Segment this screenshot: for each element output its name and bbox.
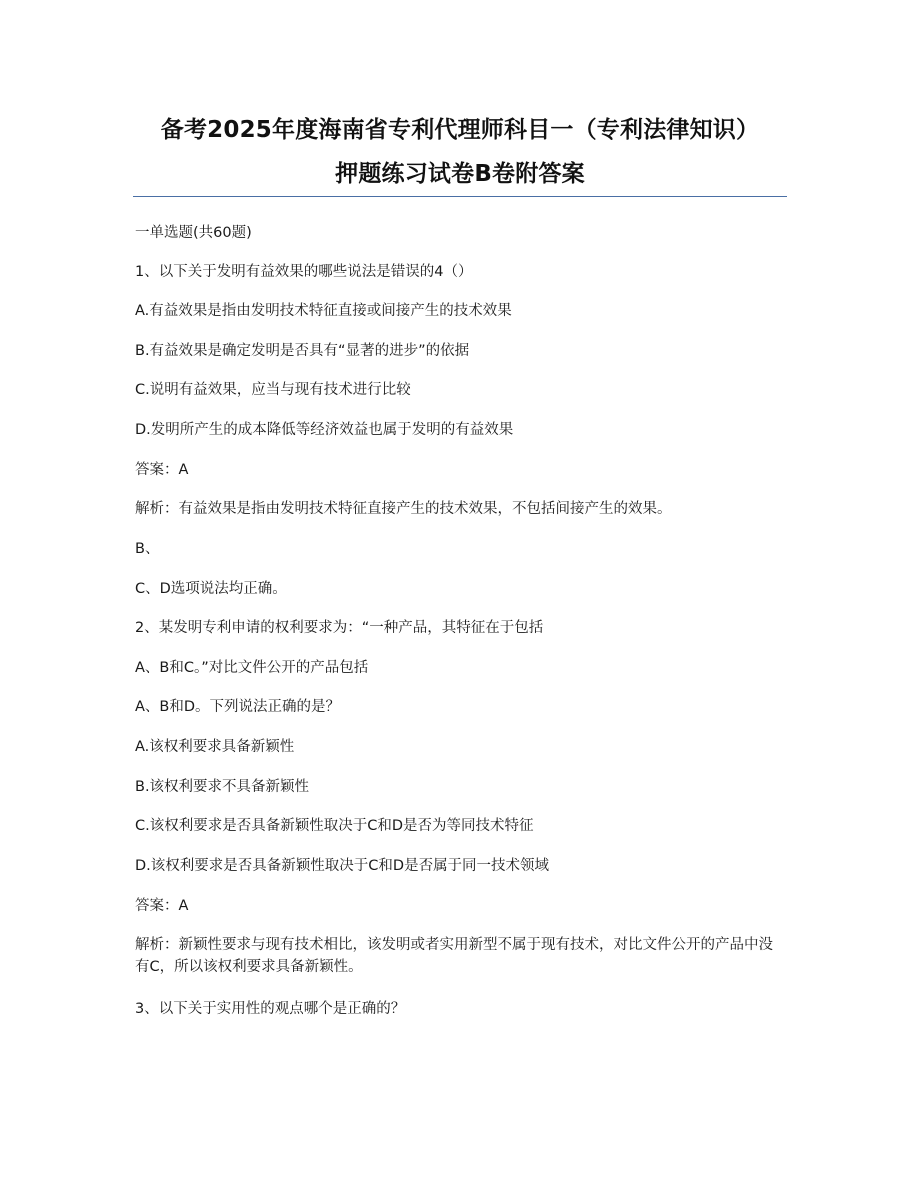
- title-line-1: 备考2025年度海南省专利代理师科目一（专利法律知识）: [160, 117, 760, 143]
- title-divider: [133, 196, 787, 197]
- question-2: 2、某发明专利申请的权利要求为：“一种产品，其特征在于包括: [135, 620, 544, 636]
- q1-option-b: B.有益效果是确定发明是否具有“显著的进步”的依据: [135, 343, 470, 359]
- q2-continuation-2: A、B和D。下列说法正确的是？: [135, 699, 341, 715]
- q2-analysis: 解析：新颖性要求与现有技术相比，该发明或者实用新型不属于现有技术，对比文件公开的产品中没有C，所以该权利要求具备新颖性。: [135, 937, 773, 975]
- q2-option-c: C.该权利要求是否具备新颖性取决于C和D是否为等同技术特征: [135, 818, 534, 834]
- question-3: 3、以下关于实用性的观点哪个是正确的？: [135, 1001, 406, 1017]
- q1-option-c: C.说明有益效果，应当与现有技术进行比较: [135, 382, 411, 398]
- q2-answer: 答案：A: [135, 898, 189, 914]
- q1-option-a: A.有益效果是指由发明技术特征直接或间接产生的技术效果: [135, 303, 512, 319]
- q1-extra-1: B、: [135, 541, 160, 557]
- q2-option-a: A.该权利要求具备新颖性: [135, 739, 295, 755]
- q2-continuation-1: A、B和C。”对比文件公开的产品包括: [135, 660, 369, 676]
- q2-option-b: B.该权利要求不具备新颖性: [135, 779, 310, 795]
- document-title: [133, 108, 787, 196]
- title-line-2: 押题练习试卷B卷附答案: [335, 161, 585, 187]
- q1-extra-2: C、D选项说法均正确。: [135, 581, 287, 597]
- q1-option-d: D.发明所产生的成本降低等经济效益也属于发明的有益效果: [135, 422, 514, 438]
- q1-analysis: 解析：有益效果是指由发明技术特征直接产生的技术效果，不包括间接产生的效果。: [135, 501, 672, 517]
- section-header: 一单选题(共60题): [135, 225, 252, 241]
- q1-answer: 答案：A: [135, 462, 189, 478]
- q2-option-d: D.该权利要求是否具备新颖性取决于C和D是否属于同一技术领域: [135, 858, 550, 874]
- question-1: 1、以下关于发明有益效果的哪些说法是错误的4（）: [135, 264, 473, 280]
